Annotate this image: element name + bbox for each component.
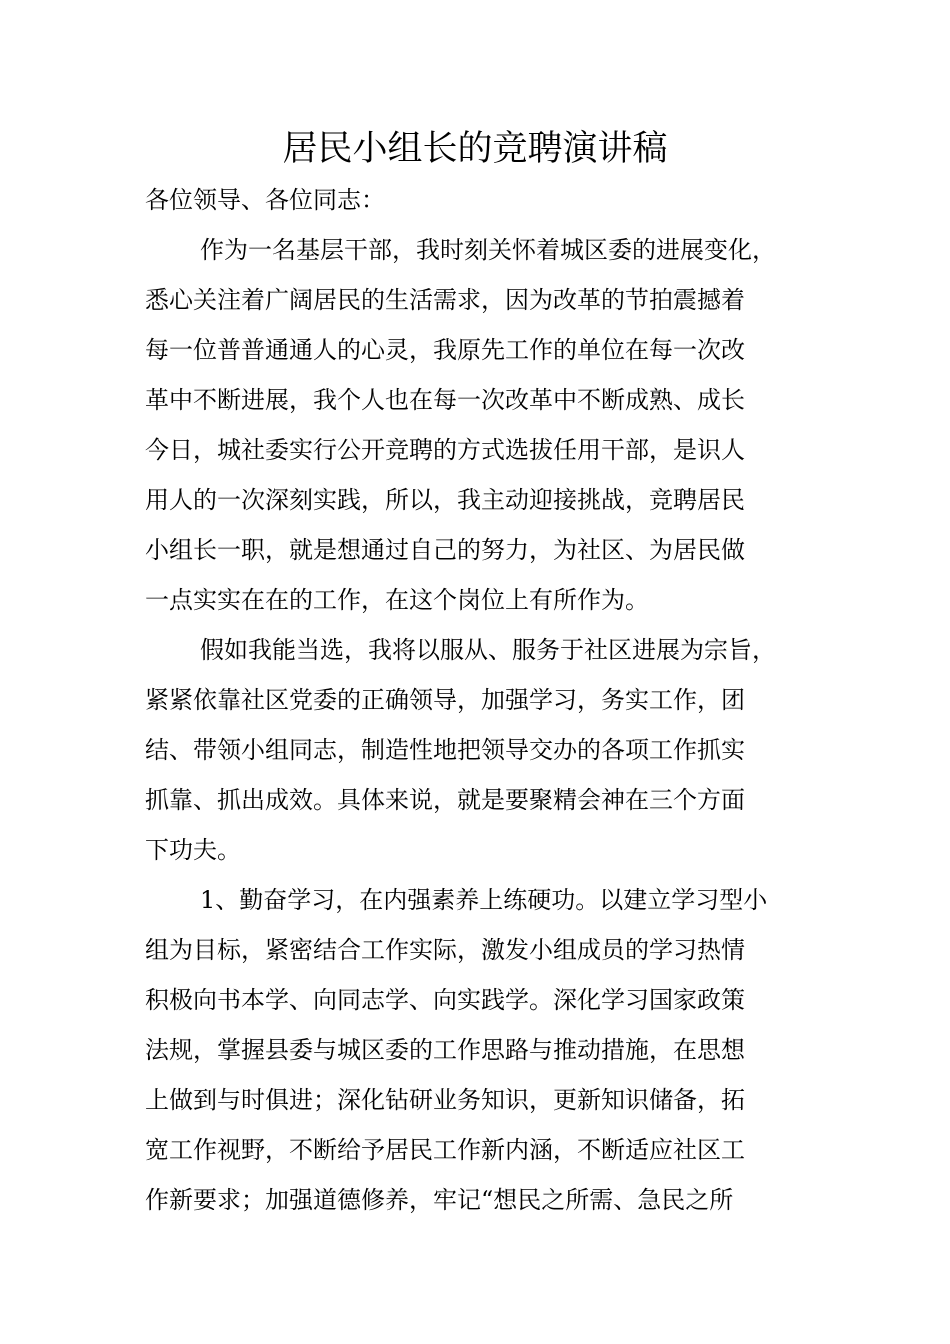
body-line: 上做到与时俱进；深化钻研业务知识，更新知识储备，拓 <box>145 1086 745 1114</box>
body-line: 积极向书本学、向同志学、向实践学。深化学习国家政策 <box>145 986 745 1014</box>
body-line: 紧紧依靠社区党委的正确领导，加强学习，务实工作，团 <box>145 686 745 714</box>
body-line: 悉心关注着广阔居民的生活需求，因为改革的节拍震撼着 <box>145 286 745 314</box>
body-line: 革中不断进展，我个人也在每一次改革中不断成熟、成长 <box>145 386 745 414</box>
body-line: 作新要求；加强道德修养，牢记“想民之所需、急民之所 <box>145 1186 734 1214</box>
document-title: 居民小组长的竞聘演讲稿 <box>282 129 668 169</box>
body-line: 组为目标，紧密结合工作实际，激发小组成员的学习热情 <box>145 936 745 964</box>
body-line: 下功夫。 <box>145 836 241 864</box>
body-line: 今日，城社委实行公开竞聘的方式选拔任用干部，是识人 <box>145 436 745 464</box>
body-line: 用人的一次深刻实践，所以，我主动迎接挑战，竞聘居民 <box>145 486 745 514</box>
body-line: 宽工作视野，不断给予居民工作新内涵，不断适应社区工 <box>145 1136 745 1164</box>
body-line: 结、带领小组同志，制造性地把领导交办的各项工作抓实 <box>145 736 745 764</box>
body-line: 小组长一职，就是想通过自己的努力，为社区、为居民做 <box>145 536 745 564</box>
body-line: 每一位普普通通人的心灵，我原先工作的单位在每一次改 <box>145 336 745 364</box>
document-body <box>145 175 815 1225</box>
body-line: 法规，掌握县委与城区委的工作思路与推动措施，在思想 <box>145 1036 745 1064</box>
body-line: 抓靠、抓出成效。具体来说，就是要聚精会神在三个方面 <box>145 786 745 814</box>
body-line: 一点实实在在的工作，在这个岗位上有所作为。 <box>145 586 649 614</box>
body-line: 作为一名基层干部，我时刻关怀着城区委的进展变化， <box>200 236 776 264</box>
body-line: 假如我能当选，我将以服从、服务于社区进展为宗旨， <box>200 636 776 664</box>
body-line: 各位领导、各位同志： <box>145 186 385 214</box>
body-line: 1、勤奋学习，在内强素养上练硬功。以建立学习型小 <box>200 886 768 914</box>
